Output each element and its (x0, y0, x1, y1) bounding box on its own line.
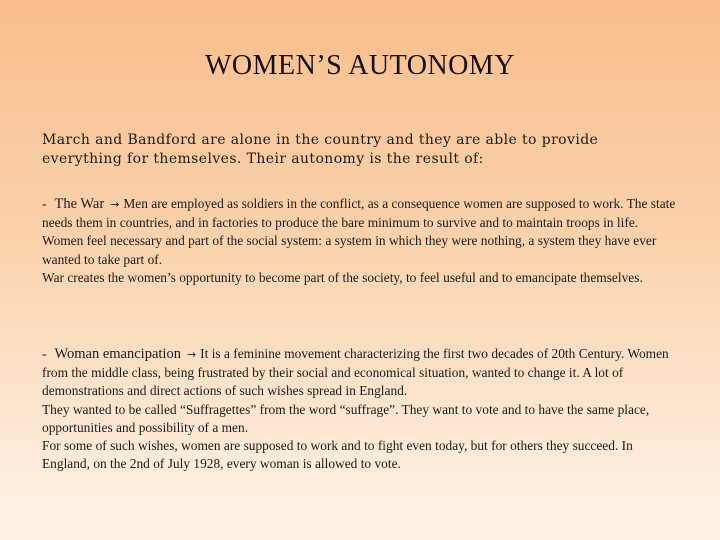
section-text: It is a feminine movement characterizing the first two decades of 20th Century. Women from the middle class, being frustrated by their social and economical situation, wanted to change it. A lot of demonstrations and direct actions of such wishes spread in England. (42, 346, 669, 399)
arrow-right-icon: → (186, 348, 197, 361)
section-woman-emancipation (42, 345, 682, 473)
section-paragraph: Women feel necessary and part of the social system: a system in which they were nothing, a system they have ever wanted to take part of. (42, 233, 657, 267)
section-the-war (42, 195, 682, 287)
bullet-dash: - (42, 196, 47, 211)
bullet-dash: - (42, 346, 47, 361)
section-heading: The War (54, 196, 105, 212)
arrow-right-icon: → (110, 198, 120, 211)
section-lead-paragraph (42, 345, 682, 401)
intro-paragraph: March and Bandford are alone in the country and they are able to provide everything for themselves. Their autonomy is the result of: (42, 132, 599, 167)
section-paragraph: They wanted to be called “Suffragettes” from the word “suffrage”. They want to vote and to have the same place, opportunities and possibility of a men. (42, 401, 650, 435)
section-heading: Woman emancipation (54, 346, 181, 362)
section-text: Men are employed as soldiers in the conflict, as a consequence women are supposed to work. The state needs them in countries, and in factories to produce the bare minimum to survive and to maintain troops in life. (42, 196, 676, 231)
section-paragraph: For some of such wishes, women are supposed to work and to fight even today, but for others they succeed. In England, on the 2nd of July 1928, every woman is allowed to vote. (42, 438, 633, 472)
slide-title: WOMEN’S AUTONOMY (204, 50, 516, 81)
section-lead-paragraph (42, 195, 682, 232)
section-paragraph: War creates the women’s opportunity to become part of the society, to feel useful and to emancipate themselves. (42, 269, 643, 285)
